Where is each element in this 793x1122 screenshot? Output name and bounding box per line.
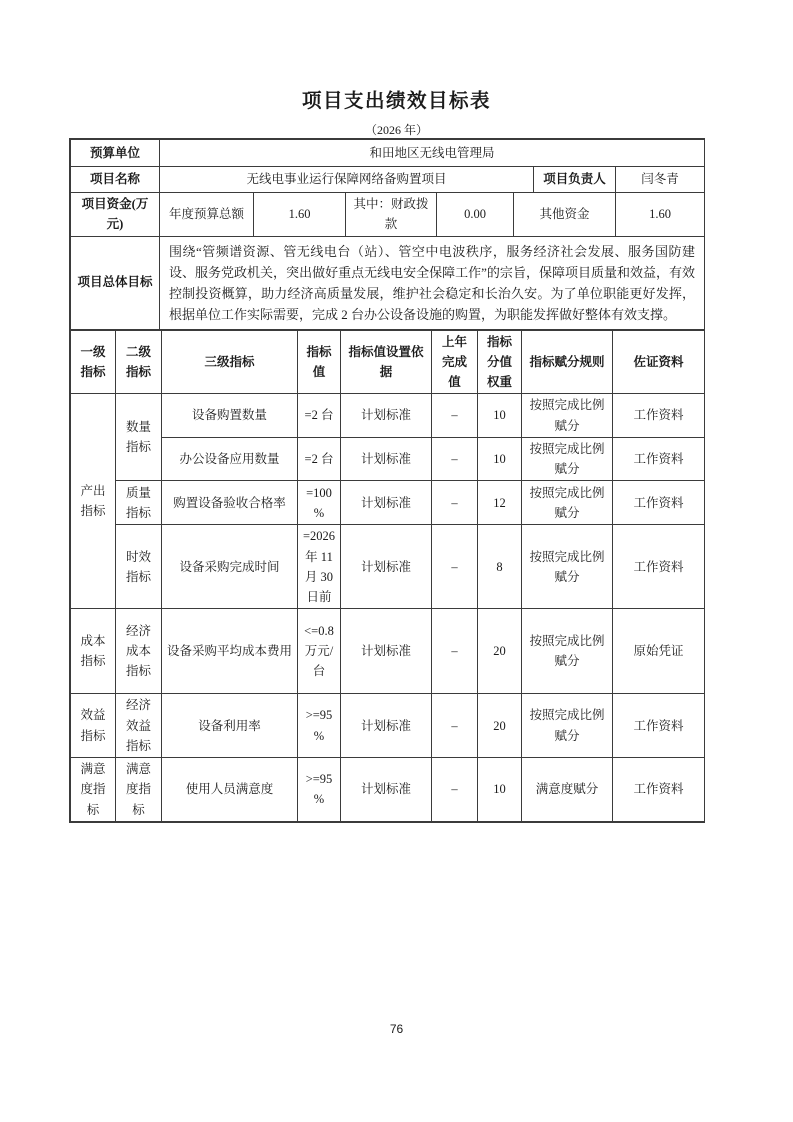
table-row [71, 140, 705, 167]
weight-cell: 12 [478, 481, 522, 525]
project-name-value: 无线电事业运行保障网络备购置项目 [160, 167, 534, 193]
budget-unit-value: 和田地区无线电管理局 [160, 140, 705, 167]
l1-indicator-cell: 产出指标 [71, 394, 116, 609]
l3-indicator-cell: 设备采购完成时间 [162, 525, 298, 609]
l2-indicator-cell: 满意度指标 [116, 758, 162, 822]
budget-unit-label: 预算单位 [71, 140, 160, 167]
rule-cell: 按照完成比例赋分 [522, 437, 613, 481]
page-number: 76 [389, 1022, 404, 1036]
rule-cell: 按照完成比例赋分 [522, 525, 613, 609]
header-level1-indicator: 一级指标 [71, 330, 116, 394]
indicators-header-row [71, 330, 705, 394]
l2-indicator-cell: 数量指标 [116, 394, 162, 481]
l3-indicator-cell: 购置设备验收合格率 [162, 481, 298, 525]
header-level2-indicator: 二级指标 [116, 330, 162, 394]
evidence-cell: 工作资料 [613, 525, 705, 609]
performance-target-table [69, 138, 705, 823]
evidence-cell: 工作资料 [613, 481, 705, 525]
overall-goal-text: 围绕“管频谱资源、管无线电台（站）、管空中电波秩序，服务经济社会发展、服务国防建设、服务党政机关，突出做好重点无线电安全保障工作”的宗旨，保障项目质量和效益，有效控制投资概算，助力经济高质量发展，维护社会稳定和长治久安。为了单位职能更好发挥，根据单位工作实际需要，完成 2 台办公设备设施的购置，为职能发挥做好整体有效支撑。 [160, 236, 705, 329]
table-row [71, 525, 705, 609]
header-prev-year-value: 上年完成值 [432, 330, 478, 394]
rule-cell: 按照完成比例赋分 [522, 481, 613, 525]
basis-cell: 计划标准 [341, 758, 432, 822]
project-funds-label: 项目资金(万元) [71, 193, 160, 237]
project-name-label: 项目名称 [71, 167, 160, 193]
evidence-cell: 工作资料 [613, 758, 705, 822]
l1-indicator-cell: 成本指标 [71, 609, 116, 694]
rule-cell: 满意度赋分 [522, 758, 613, 822]
weight-cell: 10 [478, 437, 522, 481]
indicator-value-cell: >=95% [298, 694, 341, 758]
weight-cell: 20 [478, 694, 522, 758]
rule-cell: 按照完成比例赋分 [522, 609, 613, 694]
evidence-cell: 工作资料 [613, 437, 705, 481]
other-funds-label: 其他资金 [514, 193, 616, 237]
indicator-value-cell: =100% [298, 481, 341, 525]
basis-cell: 计划标准 [341, 394, 432, 438]
table-row [71, 694, 705, 758]
l3-indicator-cell: 办公设备应用数量 [162, 437, 298, 481]
weight-cell: 8 [478, 525, 522, 609]
table-row [71, 193, 705, 237]
indicator-value-cell: =2 台 [298, 437, 341, 481]
rule-cell: 按照完成比例赋分 [522, 394, 613, 438]
table-row [71, 437, 705, 481]
rule-cell: 按照完成比例赋分 [522, 694, 613, 758]
page-title: 项目支出绩效目标表 [301, 91, 491, 112]
header-indicator-value: 指标值 [298, 330, 341, 394]
fiscal-funds-value: 0.00 [437, 193, 514, 237]
prev-year-cell: – [432, 694, 478, 758]
basis-cell: 计划标准 [341, 609, 432, 694]
l1-indicator-cell: 效益指标 [71, 694, 116, 758]
indicator-value-cell: =2 台 [298, 394, 341, 438]
table-row [71, 609, 705, 694]
weight-cell: 20 [478, 609, 522, 694]
fiscal-funds-label: 其中：财政拨款 [346, 193, 437, 237]
table-row [71, 481, 705, 525]
l2-indicator-cell: 经济成本指标 [116, 609, 162, 694]
evidence-cell: 工作资料 [613, 394, 705, 438]
l2-indicator-cell: 经济效益指标 [116, 694, 162, 758]
indicators-table [70, 330, 705, 822]
project-manager-label: 项目负责人 [534, 167, 616, 193]
table-row [71, 167, 705, 193]
table-row [71, 236, 705, 329]
annual-budget-value: 1.60 [254, 193, 346, 237]
other-funds-value: 1.60 [616, 193, 705, 237]
table-row [71, 758, 705, 822]
basis-cell: 计划标准 [341, 437, 432, 481]
prev-year-cell: – [432, 481, 478, 525]
header-value-basis: 指标值设置依据 [341, 330, 432, 394]
prev-year-cell: – [432, 525, 478, 609]
header-evidence: 佐证资料 [613, 330, 705, 394]
l1-indicator-cell: 满意度指标 [71, 758, 116, 822]
weight-cell: 10 [478, 394, 522, 438]
evidence-cell: 工作资料 [613, 694, 705, 758]
overall-goal-label: 项目总体目标 [71, 236, 160, 329]
weight-cell: 10 [478, 758, 522, 822]
l3-indicator-cell: 设备利用率 [162, 694, 298, 758]
indicator-value-cell: =2026 年 11 月 30 日前 [298, 525, 341, 609]
header-level3-indicator: 三级指标 [162, 330, 298, 394]
l2-indicator-cell: 时效指标 [116, 525, 162, 609]
project-manager-value: 闫冬青 [616, 167, 705, 193]
l3-indicator-cell: 设备采购平均成本费用 [162, 609, 298, 694]
prev-year-cell: – [432, 609, 478, 694]
table-row [71, 394, 705, 438]
page-subtitle: （2026 年） [364, 123, 428, 137]
basis-cell: 计划标准 [341, 525, 432, 609]
indicator-value-cell: >=95% [298, 758, 341, 822]
basis-cell: 计划标准 [341, 481, 432, 525]
project-info-table [70, 139, 705, 330]
indicator-value-cell: <=0.8 万元/台 [298, 609, 341, 694]
prev-year-cell: – [432, 437, 478, 481]
l3-indicator-cell: 设备购置数量 [162, 394, 298, 438]
evidence-cell: 原始凭证 [613, 609, 705, 694]
prev-year-cell: – [432, 394, 478, 438]
header-scoring-rule: 指标赋分规则 [522, 330, 613, 394]
basis-cell: 计划标准 [341, 694, 432, 758]
prev-year-cell: – [432, 758, 478, 822]
header-score-weight: 指标分值权重 [478, 330, 522, 394]
l2-indicator-cell: 质量指标 [116, 481, 162, 525]
annual-budget-label: 年度预算总额 [160, 193, 254, 237]
l3-indicator-cell: 使用人员满意度 [162, 758, 298, 822]
